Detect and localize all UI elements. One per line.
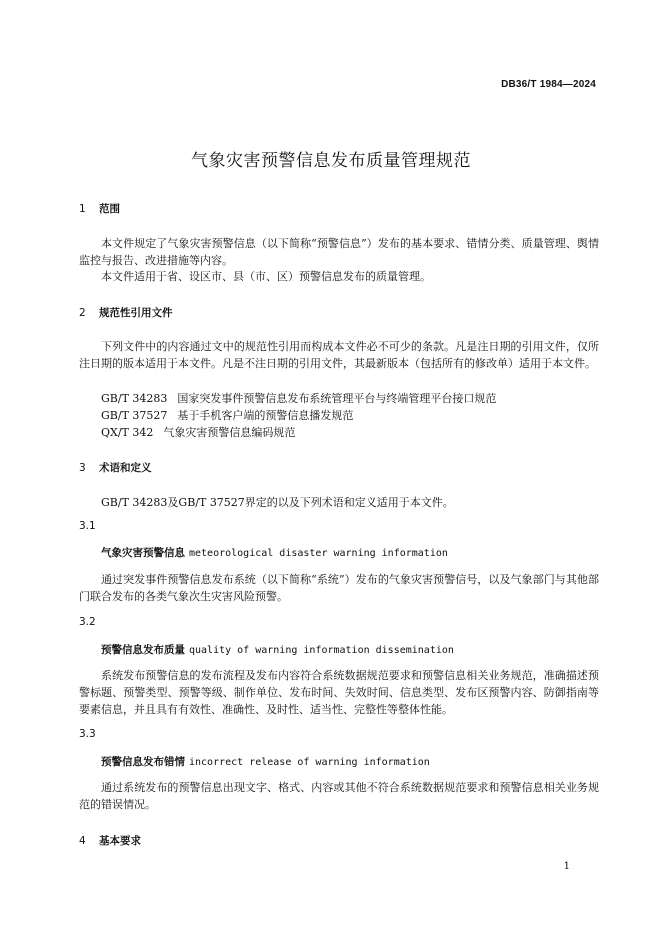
standard-number: DB36/T 1984—2024	[501, 79, 596, 90]
section-title: 基本要求	[99, 835, 141, 847]
reference-code: QX/T 342	[101, 426, 154, 439]
term-number: 3.3	[79, 728, 96, 740]
section-title: 规范性引用文件	[99, 307, 173, 319]
reference-item	[101, 390, 496, 406]
reference-title: 国家突发事件预警信息发布系统管理平台与终端管理平台接口规范	[177, 392, 497, 405]
section-heading-4	[79, 833, 141, 848]
reference-item	[101, 407, 353, 423]
reference-title: 气象灾害预警信息编码规范	[163, 426, 296, 439]
document-title: 气象灾害预警信息发布质量管理规范	[191, 151, 471, 171]
term-chinese: 预警信息发布错情	[101, 756, 185, 768]
reference-code: GB/T 37527	[101, 409, 168, 422]
term-english: meteorological disaster warning information	[189, 548, 448, 559]
term-number: 3.2	[79, 616, 96, 628]
reference-code: GB/T 34283	[101, 392, 168, 405]
term-english: quality of warning information dissemination	[189, 645, 454, 656]
section-number: 2	[79, 307, 86, 319]
section-number: 1	[79, 203, 86, 215]
section-title: 范围	[99, 203, 120, 215]
term-english: incorrect release of warning information	[189, 757, 430, 768]
reference-title: 基于手机客户端的预警信息播发规范	[177, 409, 354, 422]
scope-paragraph-1: 本文件规定了气象灾害预警信息（以下简称“预警信息”）发布的基本要求、错情分类、质量管理、舆情监控与报告、改进措施等内容。	[79, 237, 599, 267]
term-heading	[101, 545, 448, 560]
term-definition: 系统发布预警信息的发布流程及发布内容符合系统数据规范要求和预警信息相关业务规范，准确描述预警标题、预警类型、预警等级、制作单位、发布时间、失效时间、信息类型、发布区预警内容、防御指南等要素信息，并且具有有效性、准确性、及时性、适当性、完整性等整体性能。	[79, 669, 599, 716]
section-title: 术语和定义	[99, 462, 152, 474]
section-number: 3	[79, 462, 86, 474]
section-heading-3	[79, 460, 152, 475]
reference-item	[101, 424, 295, 440]
term-number: 3.1	[79, 520, 96, 532]
term-definition: 通过系统发布的预警信息出现文字、格式、内容或其他不符合系统数据规范要求和预警信息相关业务规范的错误情况。	[79, 781, 599, 811]
section-number: 4	[79, 835, 86, 847]
scope-paragraph-2: 本文件适用于省、设区市、县（市、区）预警信息发布的质量管理。	[101, 270, 431, 283]
term-chinese: 气象灾害预警信息	[101, 547, 185, 559]
term-heading	[101, 642, 454, 657]
term-heading	[101, 754, 430, 769]
normative-paragraph: 下列文件中的内容通过文中的规范性引用而构成本文件必不可少的条款。凡是注日期的引用文件，仅所注日期的版本适用于本文件。凡是不注日期的引用文件，其最新版本（包括所有的修改单）适用于本文件。	[79, 340, 599, 370]
section-heading-2	[79, 305, 173, 320]
terms-intro: GB/T 34283及GB/T 37527界定的以及下列术语和定义适用于本文件。	[101, 496, 454, 509]
term-chinese: 预警信息发布质量	[101, 644, 185, 656]
page-number: 1	[563, 861, 570, 872]
term-definition: 通过突发事件预警信息发布系统（以下简称“系统”）发布的气象灾害预警信号，以及气象部门与其他部门联合发布的各类气象次生灾害风险预警。	[79, 573, 599, 603]
section-heading-1	[79, 201, 120, 216]
